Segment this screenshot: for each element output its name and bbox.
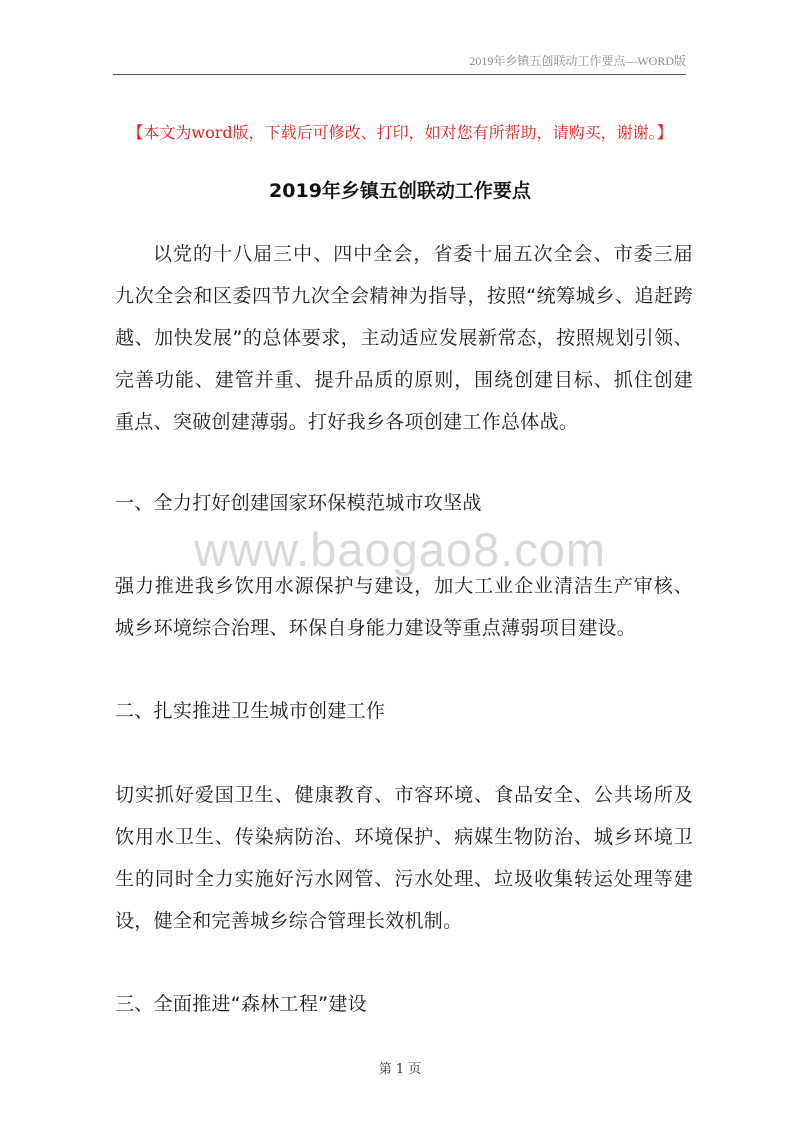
header-divider [113,74,686,75]
page-number: 第 1 页 [378,1062,422,1077]
section-body-2: 切实抓好爱国卫生、健康教育、市容环境、食品安全、公共场所及饮用水卫生、传染病防治、环境保护、病媒生物防治、城乡环境卫生的同时全力实施好污水网管、污水处理、垃圾收集转运处理等建设，健全和完善城乡综合管理长效机制。 [115,784,693,932]
watermark-text: www.baogao8.com [193,523,607,576]
section-heading-3: 三、全面推进“森林工程”建设 [115,993,367,1015]
section-heading-2: 二、扎实推进卫生城市创建工作 [115,700,386,722]
intro-paragraph: 以党的十八届三中、四中全会，省委十届五次全会、市委三届九次全会和区委四节九次全会精神为指导，按照“统筹城乡、追赶跨越、加快发展”的总体要求，主动适应发展新常态，按照规划引领、完善功能、建管并重、提升品质的原则，围绕创建目标、抓住创建重点、突破创建薄弱。打好我乡各项创建工作总体战。 [115,243,693,433]
section-heading-1: 一、全力打好创建国家环保模范城市攻坚战 [115,492,482,514]
purchase-notice: 【本文为word版，下载后可修改、打印，如对您有所帮助，请购买，谢谢。】 [127,123,673,142]
running-header-title: 2019年乡镇五创联动工作要点—WORD版 [469,54,686,68]
section-body-1: 强力推进我乡饮用水源保护与建设，加大工业企业清洁生产审核、城乡环境综合治理、环保自身能力建设等重点薄弱项目建设。 [115,575,693,639]
document-title: 2019年乡镇五创联动工作要点 [269,180,531,202]
